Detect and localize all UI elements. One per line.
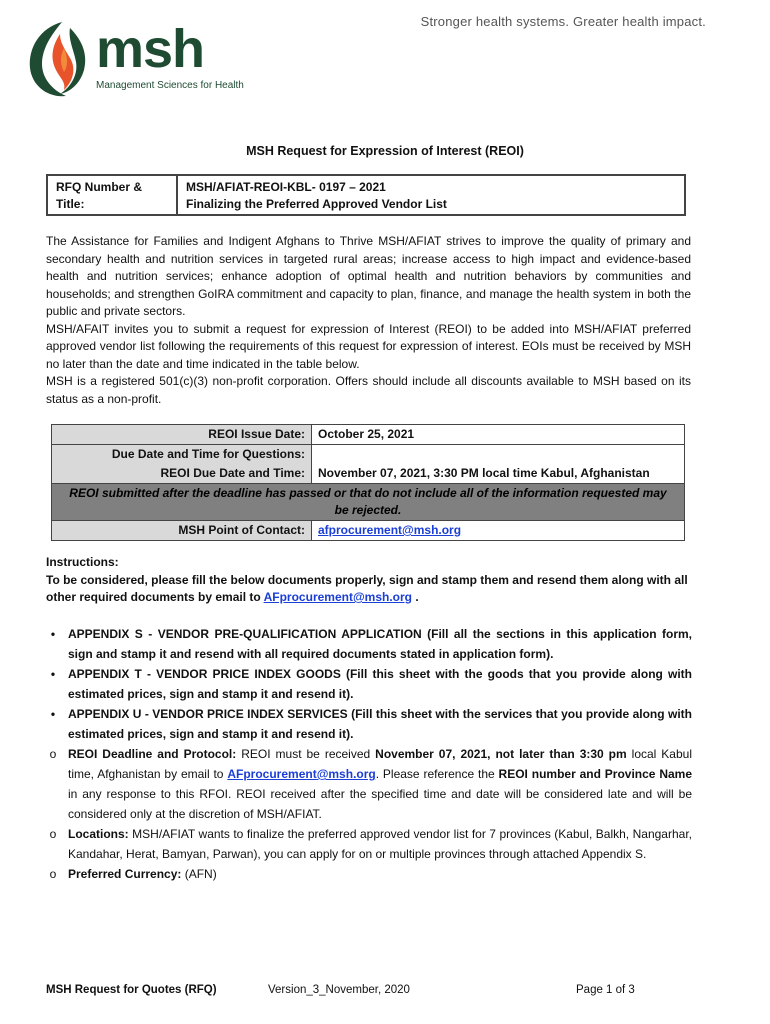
list-item-locations [46, 824, 692, 864]
deadline-date: November 07, 2021, not later than 3:30 pm [375, 747, 627, 761]
warning-row [52, 484, 684, 521]
list-item-appendix-t [46, 664, 692, 704]
flame-swirl-icon [26, 18, 96, 100]
intro-paragraph-2: MSH/AFAIT invites you to submit a request for expression of Interest (REOI) to be added into MSH/AFIAT preferred approved vendor list following the requirements of this request for expression of interest. EOIs must be received by MSH no later than the date and time indicated in the table below. [46, 321, 691, 371]
currency-text: (AFN) [181, 867, 217, 881]
locations-text: MSH/AFIAT wants to finalize the preferred approved vendor list for 7 provinces (Kabul, Balkh, Nangarhar, Kandahar, Herat, Bamyan, Parwan), you can apply for on or multiple provinces through attached Appendix S. [68, 827, 692, 861]
deadline-text-2: local Kabul time, Afghanistan by email to [68, 747, 692, 781]
due-date-row [52, 464, 684, 484]
issue-date-value: October 25, 2021 [318, 427, 415, 441]
due-date-label: REOI Due Date and Time: [52, 464, 312, 483]
rfq-label-line1: RFQ Number & [56, 180, 143, 194]
circle-bullet-icon: o [49, 827, 57, 841]
intro-paragraph-1: The Assistance for Families and Indigent Afghans to Thrive MSH/AFIAT strives to improve the quality of primary and secondary health and nutrition services in targeted rural areas; increase access to high impact and evidence-based health and nutrition services; enhance adoption of optimal health and nutrition behaviors by communities and households; and strengthen GoIRA commitment and capacity to plan, finance, and manage the health system in both the public and private sectors. [46, 234, 691, 318]
list-item-deadline [46, 744, 692, 824]
contact-email-link[interactable]: afprocurement@msh.org [318, 523, 462, 537]
questions-row [52, 445, 684, 464]
appendix-s-text: APPENDIX S - VENDOR PRE-QUALIFICATION APPLICATION (Fill all the sections in this application form, sign and stamp it and resend with all required documents stated in application form). [68, 627, 692, 661]
footer-page-number: Page 1 of 3 [576, 984, 635, 996]
document-title: MSH Request for Expression of Interest (REOI) [246, 144, 524, 158]
intro-paragraph-3: MSH is a registered 501(c)(3) non-profit corporation. Offers should include all discounts available to MSH based on its status as a non-profit. [46, 374, 691, 406]
deadline-text-4: in any response to this RFOI. REOI received after the specified time and date will be considered late and will be considered only at the discretion of MSH/AFIAT. [68, 787, 692, 821]
deadline-email-link[interactable]: AFprocurement@msh.org [227, 767, 376, 781]
tagline: Stronger health systems. Greater health impact. [420, 14, 706, 29]
list-item-appendix-u [46, 704, 692, 744]
questions-label: Due Date and Time for Questions: [52, 445, 312, 464]
bullet-icon: • [50, 627, 56, 641]
due-date-value: November 07, 2021, 3:30 PM local time Kabul, Afghanistan [318, 466, 650, 480]
contact-label: MSH Point of Contact: [52, 521, 312, 540]
currency-label: Preferred Currency: [68, 867, 182, 881]
instructions-text-after: . [412, 590, 419, 604]
deadline-text-1: REOI must be received [236, 747, 376, 761]
list-item-currency [46, 864, 692, 884]
footer-center: Version_3_November, 2020 [268, 984, 410, 996]
rfq-label-line2: Title: [56, 197, 85, 211]
instructions-text-before: To be considered, please fill the below documents properly, sign and stamp them and resend them along with all other required documents by email to [46, 572, 688, 604]
circle-bullet-icon: o [49, 747, 57, 761]
requirements-list [46, 624, 692, 884]
locations-label: Locations: [68, 827, 129, 841]
rfq-label-cell [48, 176, 178, 214]
contact-row [52, 521, 684, 540]
reoi-dates-table [51, 424, 685, 541]
issue-date-label: REOI Issue Date: [52, 425, 312, 444]
instructions-text [46, 572, 696, 607]
deadline-warning: REOI submitted after the deadline has passed or that do not include all of the information requested may be rejected. [52, 484, 684, 520]
deadline-text-3: . Please reference the [375, 767, 499, 781]
questions-value [312, 445, 684, 464]
bullet-icon: • [50, 707, 56, 721]
issue-date-row [52, 425, 684, 445]
appendix-u-text: APPENDIX U - VENDOR PRICE INDEX SERVICES (Fill this sheet with the services that you provide along with estimated prices, sign and stamp it and resend it). [68, 707, 692, 741]
rfq-value-cell [178, 176, 684, 214]
msh-logo [26, 18, 256, 98]
logo-subtext: Management Sciences for Health [96, 80, 244, 91]
appendix-t-text: APPENDIX T - VENDOR PRICE INDEX GOODS (Fill this sheet with the goods that you provide along with estimated prices, sign and stamp it and resend it). [68, 667, 692, 701]
rfq-title: Finalizing the Preferred Approved Vendor List [186, 197, 447, 211]
rfq-number: MSH/AFIAT-REOI-KBL- 0197 – 2021 [186, 180, 386, 194]
deadline-label: REOI Deadline and Protocol: [68, 747, 237, 761]
deadline-reference: REOI number and Province Name [498, 767, 692, 781]
intro-section [46, 233, 691, 408]
bullet-icon: • [50, 667, 56, 681]
footer-left: MSH Request for Quotes (RFQ) [46, 984, 217, 996]
instructions-email-link[interactable]: AFprocurement@msh.org [263, 590, 412, 604]
instructions-heading: Instructions: [46, 555, 119, 569]
instructions-section [46, 554, 696, 607]
contact-cell [312, 521, 684, 540]
circle-bullet-icon: o [49, 867, 57, 881]
logo-wordmark: msh [96, 19, 205, 79]
rfq-table [46, 174, 686, 216]
list-item-appendix-s [46, 624, 692, 664]
